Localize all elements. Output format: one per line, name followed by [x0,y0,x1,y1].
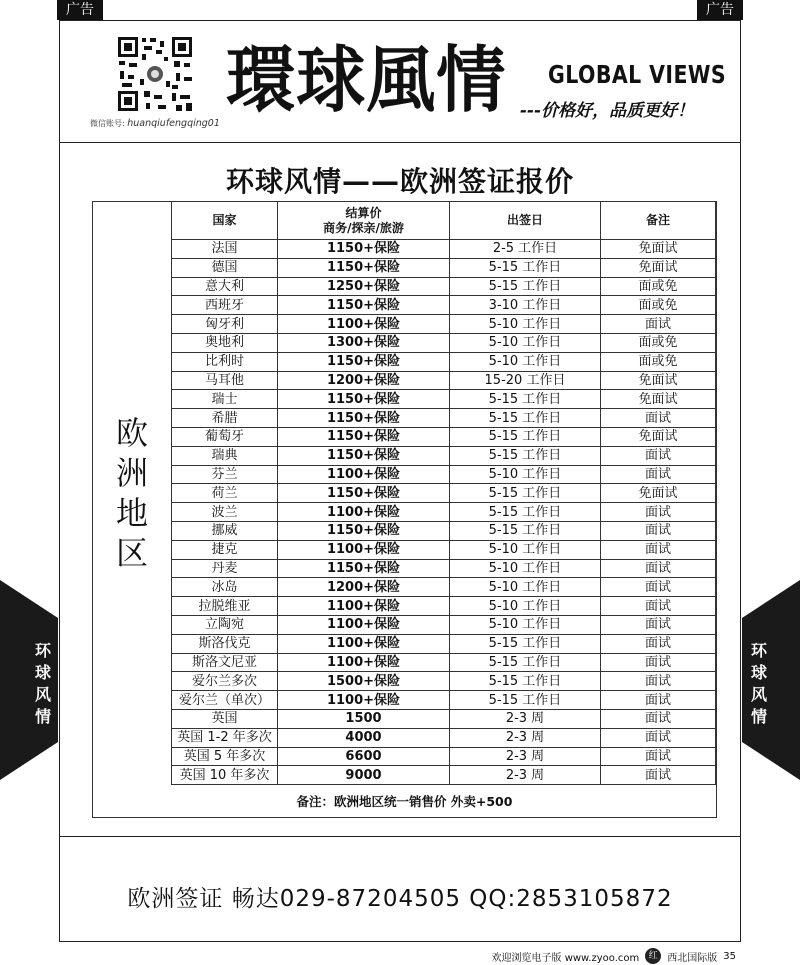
cell-country: 丹麦 [172,559,278,578]
cell-remark: 面试 [601,521,716,540]
col-price-header [278,202,450,240]
cell-days: 5-10 工作日 [450,578,601,597]
cell-days: 5-10 工作日 [450,352,601,371]
page-title: 环球风情——欧洲签证报价 [225,165,574,198]
table-row [172,597,716,616]
cell-price: 1100+保险 [278,597,450,616]
cell-price: 1150+保险 [278,427,450,446]
ad-tag-right: 广告 [697,0,743,20]
cell-days: 5-10 工作日 [450,465,601,484]
cell-days: 5-10 工作日 [450,559,601,578]
col-country-header: 国家 [172,202,278,240]
side-char: 球 [34,663,51,682]
cell-country: 德国 [172,258,278,277]
cell-country: 斯洛伐克 [172,634,278,653]
cell-price: 1100+保险 [278,465,450,484]
cell-price: 1100+保险 [278,503,450,522]
cell-country: 拉脱维亚 [172,597,278,616]
cell-price: 1150+保险 [278,296,450,315]
cell-remark: 免面试 [601,427,716,446]
table-row [172,352,716,371]
cell-country: 瑞士 [172,390,278,409]
cell-country: 荷兰 [172,484,278,503]
cell-remark: 免面试 [601,390,716,409]
table-row [172,709,716,728]
cell-remark: 面试 [601,503,716,522]
cell-remark: 免面试 [601,240,716,259]
table-row [172,540,716,559]
cell-country: 瑞典 [172,446,278,465]
cell-days: 5-15 工作日 [450,503,601,522]
cell-remark: 面试 [601,709,716,728]
cell-country: 希腊 [172,409,278,428]
cell-days: 15-20 工作日 [450,371,601,390]
table-row [172,446,716,465]
cell-days: 5-15 工作日 [450,277,601,296]
cell-price: 1150+保险 [278,240,450,259]
cell-price: 1150+保险 [278,352,450,371]
cell-days: 5-15 工作日 [450,691,601,710]
table-body [172,240,716,785]
visa-price-table [171,201,716,785]
side-char: 环 [750,641,767,660]
col-price-header-line2: 商务/探亲/旅游 [323,220,404,235]
table-row [172,521,716,540]
cell-days: 5-15 工作日 [450,484,601,503]
cell-price: 1200+保险 [278,578,450,597]
cell-days: 5-15 工作日 [450,634,601,653]
cell-price: 1150+保险 [278,484,450,503]
side-char: 风 [750,685,767,704]
table-row [172,728,716,747]
region-label [93,201,171,784]
table-row [172,315,716,334]
wechat-label: 微信账号: [90,119,125,128]
cell-country: 爱尔兰多次 [172,672,278,691]
cell-days: 5-10 工作日 [450,333,601,352]
cell-price: 1250+保险 [278,277,450,296]
cell-country: 比利时 [172,352,278,371]
footer-divider [59,836,741,837]
cell-country: 意大利 [172,277,278,296]
cell-country: 匈牙利 [172,315,278,334]
footer-text: 欢迎浏览电子版 www.zyoo.com [491,952,640,964]
cell-country: 英国 10 年多次 [172,766,278,785]
qr-code-icon [116,35,194,113]
cell-country: 法国 [172,240,278,259]
side-char: 情 [750,707,767,726]
cell-days: 3-10 工作日 [450,296,601,315]
cell-price: 6600 [278,747,450,766]
table-row [172,615,716,634]
cell-days: 2-5 工作日 [450,240,601,259]
cell-days: 5-15 工作日 [450,521,601,540]
cell-price: 1150+保险 [278,390,450,409]
side-char: 环 [34,641,51,660]
cell-price: 1150+保险 [278,446,450,465]
table-row [172,653,716,672]
cell-country: 波兰 [172,503,278,522]
cell-remark: 面试 [601,728,716,747]
table-row [172,240,716,259]
cell-country: 马耳他 [172,371,278,390]
cell-remark: 面试 [601,446,716,465]
side-char: 球 [750,663,767,682]
table-row [172,390,716,409]
ad-tag-left: 广告 [57,0,103,20]
cell-price: 9000 [278,766,450,785]
global-views-title: GLOBAL VIEWS [548,60,727,89]
cell-remark: 面试 [601,691,716,710]
footer-logo-icon: 红 [645,948,661,964]
cell-remark: 面或免 [601,333,716,352]
side-label-left [33,640,53,728]
cell-remark: 面试 [601,615,716,634]
cell-remark: 面试 [601,597,716,616]
cell-remark: 面试 [601,634,716,653]
page-footer [492,948,736,964]
cell-price: 1150+保险 [278,258,450,277]
cell-price: 1500 [278,709,450,728]
page-number: 35 [723,950,736,962]
table-row [172,559,716,578]
cell-days: 5-10 工作日 [450,315,601,334]
cell-days: 5-15 工作日 [450,409,601,428]
cell-remark: 面或免 [601,352,716,371]
cell-days: 5-15 工作日 [450,390,601,409]
cell-days: 5-15 工作日 [450,427,601,446]
table-row [172,747,716,766]
cell-price: 1100+保险 [278,615,450,634]
table-row [172,277,716,296]
cell-remark: 面试 [601,315,716,334]
cell-country: 奥地利 [172,333,278,352]
side-char: 情 [34,707,51,726]
cell-price: 1100+保险 [278,653,450,672]
cell-price: 1100+保险 [278,315,450,334]
table-row [172,578,716,597]
cell-days: 5-15 工作日 [450,446,601,465]
table-row [172,503,716,522]
cell-remark: 面试 [601,672,716,691]
table-row [172,484,716,503]
header-divider [59,142,741,143]
cell-price: 1200+保险 [278,371,450,390]
slogan: ---价格好，品质更好！ [520,101,695,121]
cell-price: 1150+保险 [278,559,450,578]
cell-country: 立陶宛 [172,615,278,634]
col-days-header: 出签日 [450,202,601,240]
cell-days: 5-15 工作日 [450,672,601,691]
cell-country: 爱尔兰（单次） [172,691,278,710]
cell-days: 5-10 工作日 [450,597,601,616]
cell-price: 1500+保险 [278,672,450,691]
cell-remark: 面试 [601,747,716,766]
table-header-row [172,202,716,240]
cell-country: 英国 [172,709,278,728]
cell-remark: 面试 [601,578,716,597]
table-note: 备注：欧洲地区统一销售价 外卖+500 [296,794,513,809]
cell-price: 1150+保险 [278,521,450,540]
table-row [172,465,716,484]
cell-days: 5-15 工作日 [450,258,601,277]
contact-line: 欧洲签证 畅达029-87204505 QQ:2853105872 [127,886,673,912]
cell-days: 2-3 周 [450,728,601,747]
cell-country: 葡萄牙 [172,427,278,446]
region-char: 洲 [115,453,148,492]
table-row [172,672,716,691]
region-char: 欧 [115,413,148,452]
table-row [172,296,716,315]
table-row [172,409,716,428]
cell-remark: 面或免 [601,277,716,296]
cell-remark: 面试 [601,766,716,785]
col-remark-header: 备注 [601,202,716,240]
cell-days: 2-3 周 [450,747,601,766]
region-char: 区 [115,533,148,572]
col-price-header-line1: 结算价 [345,205,382,220]
cell-remark: 免面试 [601,484,716,503]
cell-country: 斯洛文尼亚 [172,653,278,672]
cell-country: 英国 1-2 年多次 [172,728,278,747]
wechat-account [90,118,220,129]
cell-remark: 免面试 [601,258,716,277]
cell-price: 1300+保险 [278,333,450,352]
table-row [172,333,716,352]
table-row [172,691,716,710]
table-row [172,371,716,390]
cell-price: 1100+保险 [278,540,450,559]
cell-remark: 面试 [601,409,716,428]
cell-country: 捷克 [172,540,278,559]
side-label-right [749,640,769,728]
wechat-id: huanqiufengqing01 [127,118,220,129]
cell-country: 冰岛 [172,578,278,597]
side-char: 风 [34,685,51,704]
cell-remark: 面或免 [601,296,716,315]
cell-country: 挪威 [172,521,278,540]
cell-price: 1150+保险 [278,409,450,428]
cell-days: 2-3 周 [450,709,601,728]
cell-price: 1100+保险 [278,691,450,710]
cell-remark: 面试 [601,653,716,672]
cell-remark: 面试 [601,540,716,559]
table-row [172,634,716,653]
cell-days: 5-15 工作日 [450,653,601,672]
footer-edition: 西北国际版 [667,952,718,964]
cell-country: 西班牙 [172,296,278,315]
table-row [172,427,716,446]
region-char: 地 [115,493,148,532]
brand-logo-text: 環球風情 [226,37,507,122]
cell-country: 英国 5 年多次 [172,747,278,766]
cell-remark: 面试 [601,559,716,578]
cell-remark: 免面试 [601,371,716,390]
top-rule [59,20,741,21]
table-row [172,766,716,785]
cell-country: 芬兰 [172,465,278,484]
table-row [172,258,716,277]
cell-days: 2-3 周 [450,766,601,785]
cell-remark: 面试 [601,465,716,484]
cell-price: 4000 [278,728,450,747]
cell-price: 1100+保险 [278,634,450,653]
cell-days: 5-10 工作日 [450,615,601,634]
cell-days: 5-10 工作日 [450,540,601,559]
